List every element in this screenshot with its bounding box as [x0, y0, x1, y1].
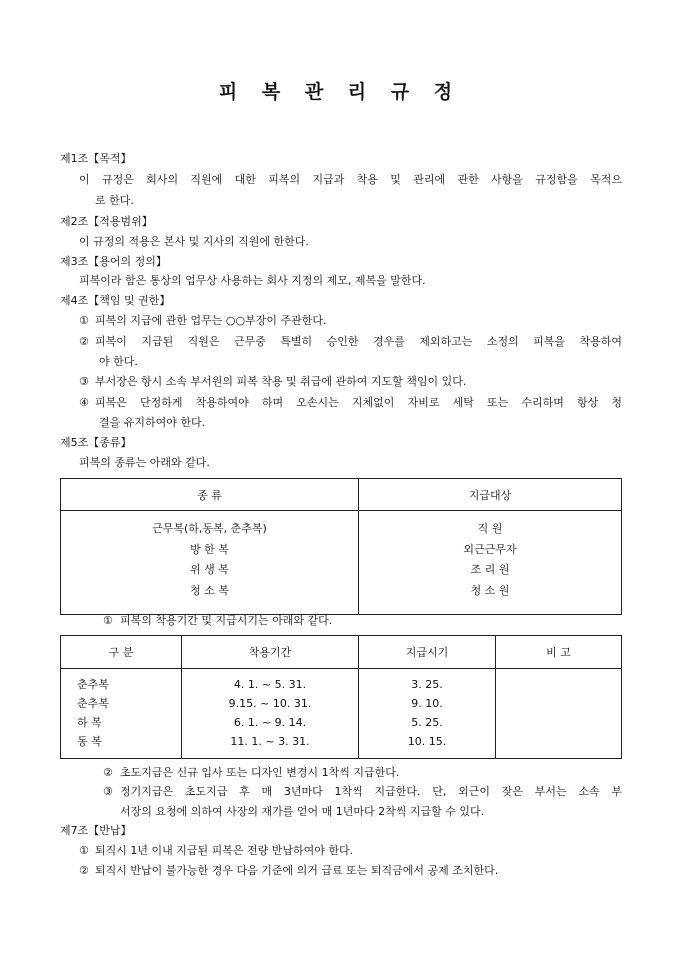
article-4-item-mark: ③ [79, 375, 89, 388]
article-2-heading: 제2조【적용범위】 [60, 215, 153, 228]
table2-category-cell: 하 복 [77, 716, 102, 729]
article-1-body: 이 규정은 회사의 직원에 대한 피복의 지급과 착용 및 관리에 관한 사항을 규정함을 목적으 [79, 173, 622, 186]
table1-type-cell: 위 생 복 [190, 563, 229, 576]
table1-type-cell: 청 소 복 [190, 583, 229, 597]
note-1: 피복의 착용기간 및 지급시기는 아래와 같다. [120, 614, 333, 627]
table1-target-cell: 조 리 원 [470, 563, 510, 576]
note-3-mark: ③ [103, 785, 113, 798]
document-title: 피 복 관 리 규 정 [218, 81, 462, 103]
article-7-item-1: 퇴직시 1년 이내 지급된 피복은 전량 반납하여야 한다. [95, 844, 354, 857]
table2-header-remarks: 비 고 [496, 636, 622, 669]
table2-category-cell: 동 복 [77, 735, 102, 748]
article-3-body: 피복이라 함은 통상의 업무상 사용하는 회사 지정의 제모, 제복을 말한다. [79, 274, 426, 287]
table2-issue-cell: 3. 25. [411, 678, 443, 691]
table1-header-target: 지급대상 [359, 479, 622, 511]
table2-issue-cell: 5. 25. [411, 716, 443, 729]
table2-category-cell: 춘추복 [77, 697, 109, 710]
note-2-mark: ② [103, 766, 113, 779]
article-3-heading: 제3조【용어의 정의】 [60, 255, 167, 268]
article-4-item-3: 부서장은 항시 소속 부서원의 피복 착용 및 취급에 관하여 지도할 책임이 있다. [95, 375, 467, 388]
article-7-item-mark: ② [79, 864, 89, 877]
table2-header-period: 착용기간 [182, 636, 359, 669]
table2-header-category: 구 분 [61, 636, 182, 669]
article-7-item-mark: ① [79, 844, 89, 857]
article-1-heading: 제1조【목적】 [60, 152, 132, 165]
article-1-body-cont: 로 한다. [95, 194, 134, 207]
article-5-heading: 제5조【종류】 [60, 436, 132, 449]
wear-period-table [60, 635, 622, 759]
article-2-body: 이 규정의 적용은 본사 및 지사의 직원에 한한다. [79, 235, 309, 248]
article-4-item-mark: ① [79, 314, 89, 327]
article-7-item-2: 퇴직시 반납이 불가능한 경우 다음 기준에 의거 급료 또는 퇴직금에서 공제 조치한다. [95, 864, 499, 877]
note-2: 초도지급은 신규 입사 또는 디자인 변경시 1착씩 지급한다. [120, 766, 400, 779]
table1-target-cell: 청 소 원 [470, 583, 510, 597]
table2-period-cell: 6. 1. ~ 9. 14. [233, 716, 307, 729]
table2-category-cell: 춘추복 [77, 678, 109, 691]
article-4-item-2: 피복이 지급된 직원은 근무중 특별히 승인한 경우를 제외하고는 소정의 피복을 착용하여 [95, 335, 622, 348]
table2-header-issue: 지급시기 [359, 636, 496, 669]
table1-type-cell: 방 한 복 [190, 542, 229, 556]
article-4-item-4: 피복은 단정하게 착용하여야 하며 오손시는 지체없이 자비로 세탁 또는 수리하며 항상 청 [95, 396, 622, 409]
table1-target-cell: 외근근무자 [463, 542, 517, 556]
article-4-item-4-cont: 결을 유지하여야 한다. [99, 416, 206, 429]
table2-issue-cell: 10. 15. [407, 735, 447, 748]
article-4-heading: 제4조【책임 및 권한】 [60, 294, 171, 307]
table2-period-cell: 9.15. ~ 10. 31. [228, 697, 312, 710]
clothing-type-table [60, 478, 622, 615]
table1-type-cell: 근무복(하,동복, 춘추복) [152, 522, 267, 535]
table1-header-type: 종 류 [61, 479, 359, 511]
article-4-item-mark: ② [79, 335, 89, 348]
table2-period-cell: 4. 1. ~ 5. 31. [233, 678, 307, 691]
table2-issue-cell: 9. 10. [411, 697, 443, 710]
table2-period-cell: 11. 1. ~ 3. 31. [230, 735, 310, 748]
article-7-heading: 제7조【반납】 [60, 824, 132, 837]
note-3: 정기지급은 초도지급 후 매 3년마다 1착씩 지급한다. 단, 외근이 잦은 부서는 소속 부 [120, 785, 622, 798]
article-4-item-mark: ④ [79, 396, 89, 409]
article-5-body: 피복의 종류는 아래와 같다. [79, 456, 210, 469]
article-4-item-2-cont: 야 한다. [99, 355, 138, 368]
article-4-item-1: 피복의 지급에 관한 업무는 ○○부장이 주관한다. [95, 314, 327, 327]
table2-remarks-cell [496, 669, 622, 759]
note-1-mark: ① [103, 614, 113, 627]
table1-target-cell: 직 원 [477, 522, 503, 535]
note-3-cont: 서장의 요청에 의하여 사장의 재가를 얻어 매 1년마다 2착씩 지급할 수 있다. [120, 805, 485, 818]
